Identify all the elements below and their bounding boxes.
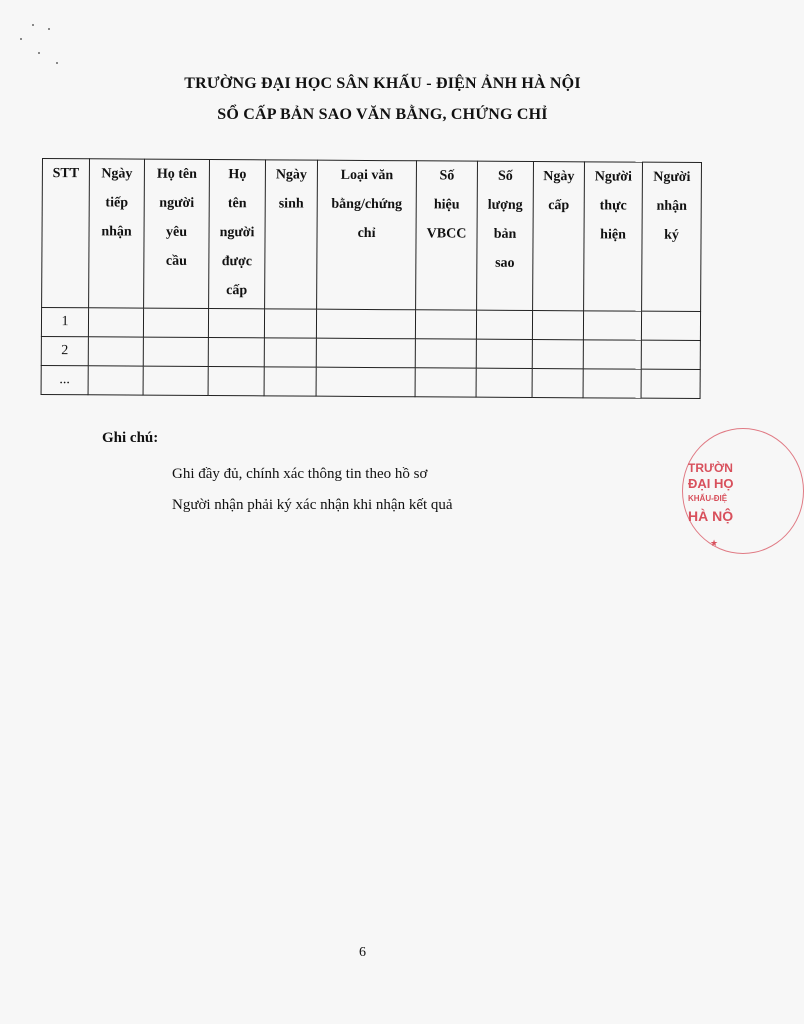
table-cell — [641, 340, 700, 369]
column-header-requester-name: Họ tên người yêu cầu — [144, 159, 210, 308]
stamp-text: ĐẠI HỌ — [688, 476, 734, 491]
table-cell — [316, 367, 415, 397]
table-cell — [583, 369, 641, 398]
stamp-ring — [682, 428, 804, 554]
institution-title: TRƯỜNG ĐẠI HỌC SÂN KHẤU - ĐIỆN ẢNH HÀ NỘI — [184, 75, 581, 92]
table-cell — [476, 339, 532, 368]
stamp-text: TRƯỜN — [688, 461, 733, 475]
note-line: Ghi đầy đủ, chính xác thông tin theo hồ sơ — [172, 466, 428, 482]
stamp-text: KHẤU-ĐIỆ — [688, 494, 728, 503]
column-header-certificate-number: Số hiệu VBCC — [416, 161, 478, 310]
table-cell — [143, 337, 208, 366]
table-row — [41, 365, 700, 398]
table-cell — [415, 368, 476, 397]
table-cell — [208, 338, 264, 367]
table-cell — [264, 309, 316, 338]
table-cell — [583, 340, 641, 369]
table-cell — [532, 310, 583, 339]
table-cell — [143, 366, 208, 395]
notes-title: Ghi chú: — [102, 430, 159, 446]
page-number: 6 — [359, 945, 366, 960]
table-cell — [88, 308, 143, 337]
table-cell — [208, 309, 264, 338]
stamp-text: HÀ NỘ — [688, 508, 734, 524]
register-title: SỔ CẤP BẢN SAO VĂN BẰNG, CHỨNG CHỈ — [217, 106, 548, 123]
note-line: Người nhận phải ký xác nhận khi nhận kết quả — [172, 497, 453, 513]
table-header-row — [42, 159, 702, 312]
table-cell — [641, 369, 700, 398]
table-cell — [415, 310, 476, 339]
table-cell — [208, 367, 264, 396]
table-cell — [264, 338, 316, 367]
table-cell — [88, 337, 143, 366]
column-header-received-date: Ngày tiếp nhận — [89, 159, 145, 308]
table-cell — [532, 339, 583, 368]
star-icon: ★ — [710, 538, 719, 548]
column-header-copy-count: Số lượng bản sao — [477, 161, 534, 310]
row-stt: ... — [41, 365, 88, 394]
table-cell — [316, 338, 415, 368]
column-header-certificate-type: Loại văn bằng/chứng chỉ — [317, 160, 417, 310]
table-cell — [476, 368, 532, 397]
column-header-recipient-signature: Người nhận ký — [642, 162, 702, 311]
column-header-processor: Người thực hiện — [584, 162, 643, 311]
table-cell — [316, 309, 415, 339]
table-cell — [641, 311, 700, 340]
table-cell — [532, 368, 583, 397]
scan-specks — [18, 22, 68, 72]
table-row — [41, 336, 700, 369]
table-cell — [476, 310, 532, 339]
table-cell — [583, 311, 641, 340]
column-header-issue-date: Ngày cấp — [533, 162, 585, 311]
official-stamp — [676, 426, 756, 558]
table-row — [41, 308, 700, 341]
row-stt: 2 — [41, 336, 88, 365]
column-header-recipient-name: Họ tên người được cấp — [209, 160, 266, 309]
table-cell — [143, 308, 208, 337]
table-cell — [264, 367, 316, 396]
row-stt: 1 — [41, 308, 88, 337]
table-cell — [415, 339, 476, 368]
table-cell — [88, 366, 143, 395]
register-table — [41, 158, 702, 399]
column-header-birth-date: Ngày sinh — [265, 160, 318, 309]
column-header-stt: STT — [42, 159, 90, 308]
